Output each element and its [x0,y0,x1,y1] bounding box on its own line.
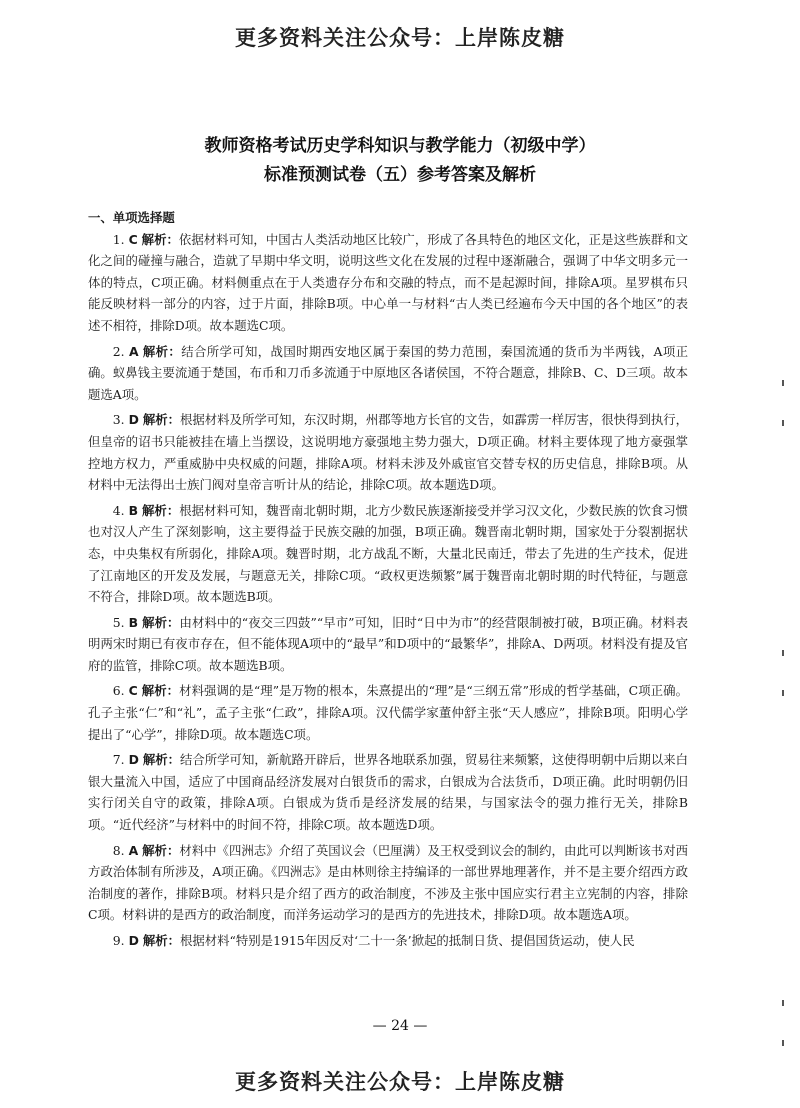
answer-item-5 [88,612,688,677]
item-text: 根据材料“特别是1915年因反对‘二十一条’掀起的抵制日货、提倡国货运动，使人民 [180,933,635,948]
item-label: 解析： [142,343,182,359]
item-answer: C [128,683,138,699]
answer-item-9 [88,930,688,952]
item-answer: B [128,614,139,630]
document-title: 教师资格考试历史学科知识与教学能力（初级中学） [204,136,596,156]
watermark-banner-top: 更多资料关注公众号：上岸陈皮糖 [235,26,565,50]
item-answer: D [128,752,139,768]
answer-item-2 [88,341,688,406]
item-text: 材料强调的是“理”是万物的根本，朱熹提出的“理”是“三纲五常”形成的哲学基础，C项正确。孔子主张“仁”和“礼”，孟子主张“仁政”，排除A项。汉代儒学家董仲舒主张“天人感应”，排除B项。阳明心学提出了“心学”，排除D项。故本题选C项。 [88,683,688,742]
item-number: 8. [112,842,125,858]
item-text: 结合所学可知，战国时期西安地区属于秦国的势力范围，秦国流通的货币为半两钱，A项正确。蚁鼻钱主要流通于楚国，布币和刀币多流通于中原地区各诸侯国，不符合题意，排除B、C、D三项。故本题选A项。 [88,343,689,402]
item-text: 材料中《四洲志》介绍了英国议会（巴厘满）及王权受到议会的制约，由此可以判断该书对西方政治体制有所涉及，A项正确。《四洲志》是由林则徐主持编译的一部世界地理著作，并不是主要介绍西方政治制度的著作，排除B项。材料只是介绍了西方的政治制度，不涉及主张中国应实行君主立宪制的内容，排除C项。材料讲的是西方的政治制度，而洋务运动学习的是西方的先进技术，排除D项。故本题选A项。 [88,842,689,923]
item-answer: D [128,412,139,428]
item-text: 由材料中的“夜交三四鼓”“早市”可知，旧时“日中为市”的经营限制被打破，B项正确。材料表明两宋时期已有夜市存在，但不能体现A项中的“最早”和D项中的“最繁华”，排除A、D两项。材料没有提及官府的监管，排除C项。故本题选B项。 [88,614,688,673]
item-number: 6. [112,683,125,699]
answer-item-6 [88,680,688,745]
item-label: 解析： [142,502,180,518]
answer-item-4 [88,500,688,608]
item-number: 3. [112,412,125,428]
item-label: 解析： [142,933,180,948]
item-answer: C [128,231,138,247]
item-label: 解析： [141,231,179,247]
section-heading: 一、单项选择题 [88,210,175,225]
answer-item-1 [88,229,688,337]
item-number: 4. [112,502,125,518]
item-label: 解析： [142,412,180,428]
item-label: 解析： [142,752,180,768]
item-answer: D [128,933,139,948]
item-number: 7. [112,752,125,768]
item-answer: A [128,343,139,359]
item-text: 根据材料可知，魏晋南北朝时期，北方少数民族逐渐接受并学习汉文化，少数民族的饮食习惯也对汉人产生了深刻影响，这主要得益于民族交融的加强，B项正确。魏晋南北朝时期，国家处于分裂割据状态，中央集权有所弱化，排除A项。魏晋时期，北方战乱不断，大量北民南迁，带去了先进的生产技术，促进了江南地区的开发及发展，与题意无关，排除C项。“政权更迭频繁”属于魏晋南北朝时期的时代特征，与题意不符合，排除D项。故本题选B项。 [88,502,689,605]
item-label: 解析： [142,842,180,858]
item-text: 依据材料可知，中国古人类活动地区比较广，形成了各具特色的地区文化，正是这些族群和文化之间的碰撞与融合，造就了早期中华文明，说明这些文化在发展的过程中逐渐融合，强调了中华文明多元一体的特点，C项正确。材料侧重点在于人类遗存分布和交融的特点，而不是起源时间，排除A项。星罗棋布只能反映材料一部分的内容，过于片面，排除B项。中心单一与材料“古人类已经遍布今天中国的各个地区”的表述不相符，排除D项。故本题选C项。 [88,231,688,333]
answer-content [88,207,688,956]
answer-item-7 [88,749,688,835]
item-label: 解析： [141,683,180,699]
item-number: 2. [112,343,125,359]
page-number: — 24 — [372,1018,428,1034]
item-label: 解析： [142,614,180,630]
answer-item-3 [88,409,688,495]
item-number: 9. [112,933,125,948]
item-text: 结合所学可知，新航路开辟后，世界各地联系加强，贸易往来频繁，这使得明朝中后期以来白银大量流入中国，适应了中国商品经济发展对白银货币的需求，白银成为合法货币，D项正确。此时明朝仍旧实行闭关自守的政策，排除A项。白银成为货币是经济发展的结果，与国家法令的强力推行无关，排除B项。“近代经济”与材料中的时间不符，排除C项。故本题选D项。 [88,752,689,833]
scan-edge-marks [782,380,786,1080]
item-number: 1. [112,231,125,247]
item-text: 根据材料及所学可知，东汉时期，州郡等地方长官的文告，如霹雳一样厉害，很快得到执行，但皇帝的诏书只能被挂在墙上当摆设，这说明地方豪强地主势力强大，D项正确。材料主要体现了地方豪强掌控地方权力，严重威胁中央权威的问题，排除A项。材料未涉及外戚宦官交替专权的历史信息，排除B项。从材料中无法得出士族门阀对皇帝言听计从的结论，排除C项。故本题选D项。 [88,412,689,493]
item-answer: B [128,502,139,518]
watermark-banner-bottom: 更多资料关注公众号：上岸陈皮糖 [235,1070,565,1094]
answer-item-8 [88,840,688,926]
document-subtitle: 标准预测试卷（五）参考答案及解析 [264,165,536,185]
item-answer: A [128,842,139,858]
item-number: 5. [112,614,125,630]
